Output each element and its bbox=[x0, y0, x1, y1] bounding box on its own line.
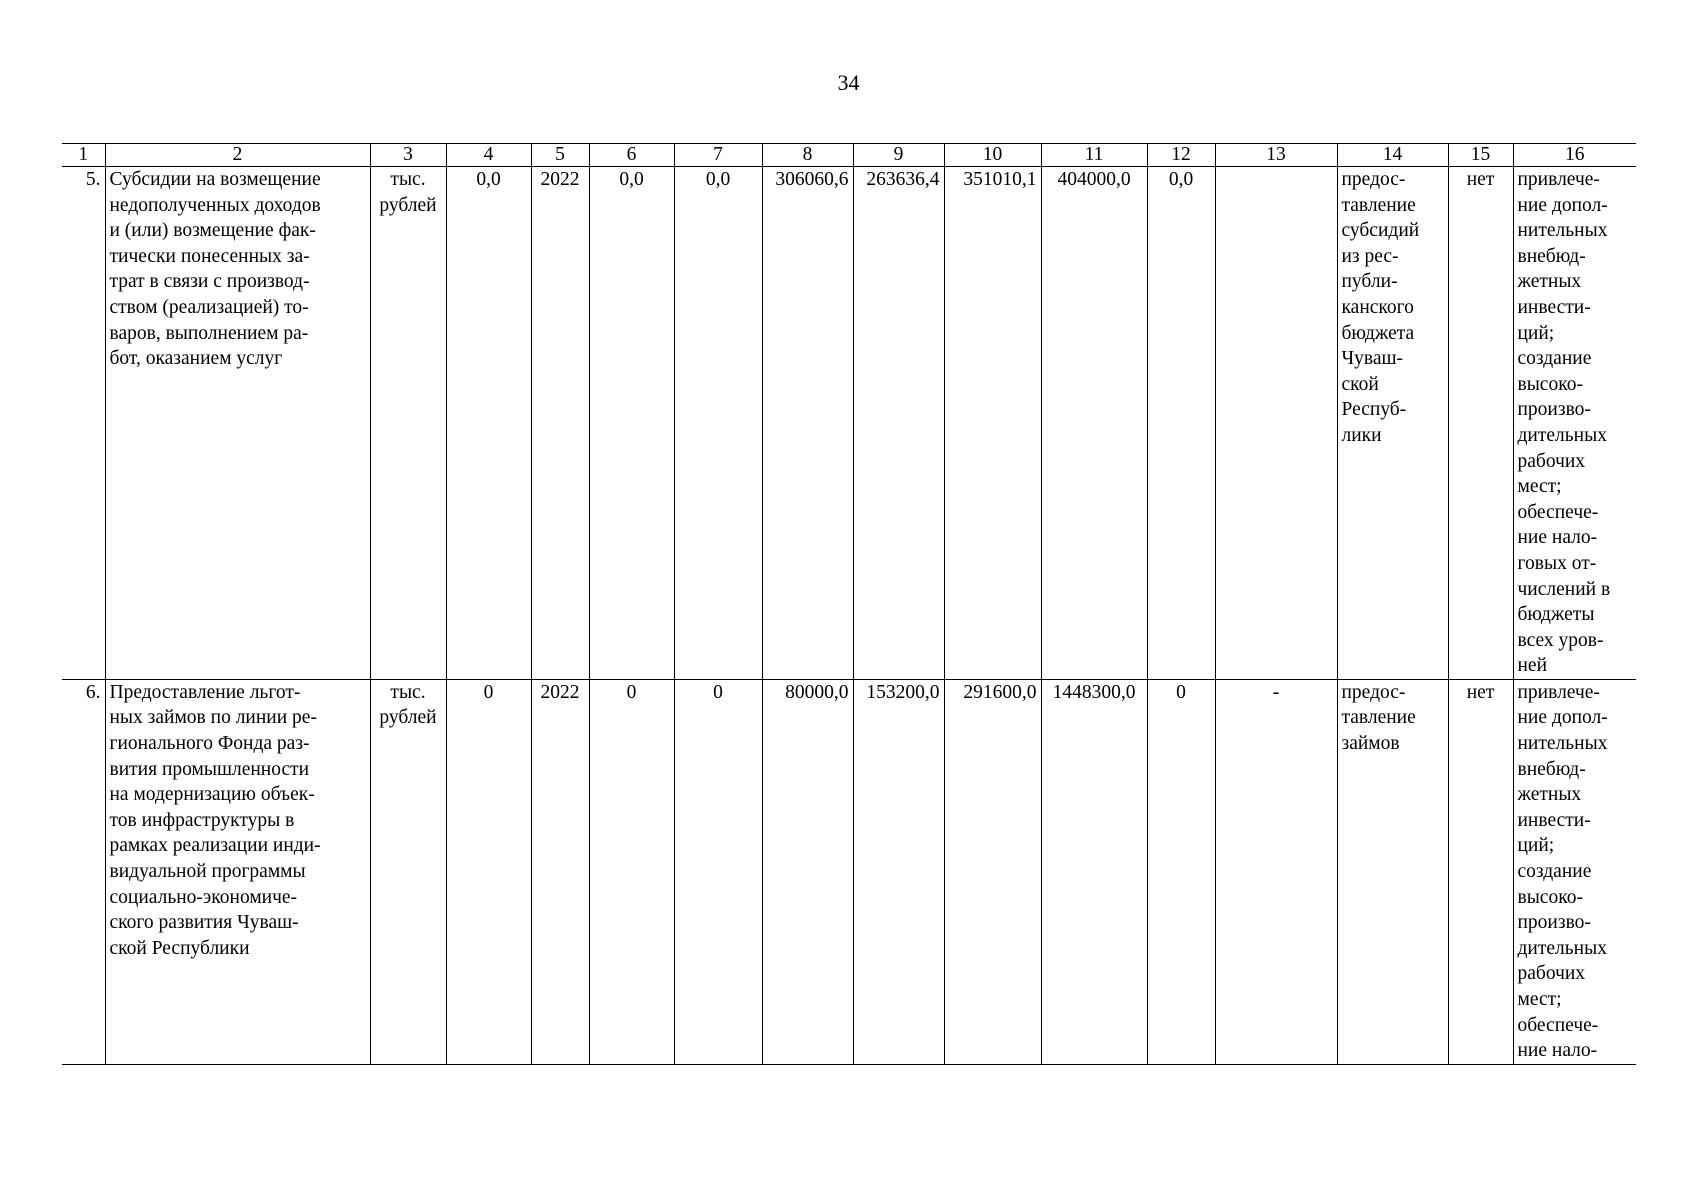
column-number: 6 bbox=[589, 144, 674, 167]
year-cell: 2022 bbox=[531, 679, 589, 1064]
row-number: 6. bbox=[62, 679, 105, 1064]
column-number: 5 bbox=[531, 144, 589, 167]
column-number: 4 bbox=[446, 144, 531, 167]
column-number: 9 bbox=[853, 144, 944, 167]
table-row bbox=[62, 167, 1636, 680]
value-cell: 0 bbox=[446, 679, 531, 1064]
column-number: 8 bbox=[762, 144, 853, 167]
value-cell: 404000,0 bbox=[1041, 167, 1147, 680]
column-number: 15 bbox=[1448, 144, 1513, 167]
value-cell: 0,0 bbox=[589, 167, 674, 680]
value-cell: 351010,1 bbox=[944, 167, 1041, 680]
value-cell: 306060,6 bbox=[762, 167, 853, 680]
value-cell: 263636,4 bbox=[853, 167, 944, 680]
column-number: 12 bbox=[1147, 144, 1215, 167]
column-number: 11 bbox=[1041, 144, 1147, 167]
value-cell: 0,0 bbox=[674, 167, 762, 680]
value-cell: 0 bbox=[1147, 679, 1215, 1064]
page-number: 34 bbox=[837, 70, 860, 95]
column-number-row bbox=[62, 144, 1636, 167]
unit-cell: тыс. рублей bbox=[370, 167, 446, 680]
mechanism-cell: предос- тавление субсидий из рес- публи- канского бюджета Чуваш- ской Респуб- лики bbox=[1337, 167, 1448, 680]
year-cell: 2022 bbox=[531, 167, 589, 680]
mechanism-cell: предос- тавление займов bbox=[1337, 679, 1448, 1064]
column-number: 16 bbox=[1513, 144, 1636, 167]
unit-cell: тыс. рублей bbox=[370, 679, 446, 1064]
effect-cell: привлече- ние допол- нительных внебюд- жетных инвести- ций; создание высоко- произво- дительных рабочих мест; обеспече- ние нало- говых от- числений в бюджеты всех уров- ней bbox=[1513, 167, 1636, 680]
table-row bbox=[62, 679, 1636, 1064]
data-table bbox=[62, 143, 1636, 1065]
value-cell: 0 bbox=[674, 679, 762, 1064]
row-number: 5. bbox=[62, 167, 105, 680]
column-number: 1 bbox=[62, 144, 105, 167]
value-cell: - bbox=[1215, 679, 1337, 1064]
value-cell: 80000,0 bbox=[762, 679, 853, 1064]
value-cell: нет bbox=[1448, 679, 1513, 1064]
value-cell: 0,0 bbox=[1147, 167, 1215, 680]
value-cell: 0 bbox=[589, 679, 674, 1064]
column-number: 7 bbox=[674, 144, 762, 167]
column-number: 13 bbox=[1215, 144, 1337, 167]
column-number: 2 bbox=[105, 144, 370, 167]
column-number: 10 bbox=[944, 144, 1041, 167]
measure-name: Предоставление льгот- ных займов по линии ре- гионального Фонда раз- вития промышленности на модернизацию объек- тов инфраструктуры в рамках реализации инди- видуальной программы социально-экономиче- ского развития Чуваш- ской Республики bbox=[105, 679, 370, 1064]
measure-name: Субсидии на возмещение недополученных доходов и (или) возмещение фак- тически понесенных за- трат в связи с производ- ством (реализацией) то- варов, выполнением ра- бот, оказанием услуг bbox=[105, 167, 370, 680]
column-number: 14 bbox=[1337, 144, 1448, 167]
value-cell: 1448300,0 bbox=[1041, 679, 1147, 1064]
effect-cell: привлече- ние допол- нительных внебюд- жетных инвести- ций; создание высоко- произво- дительных рабочих мест; обеспече- ние нало- bbox=[1513, 679, 1636, 1064]
value-cell bbox=[1215, 167, 1337, 680]
value-cell: 291600,0 bbox=[944, 679, 1041, 1064]
value-cell: нет bbox=[1448, 167, 1513, 680]
value-cell: 0,0 bbox=[446, 167, 531, 680]
column-number: 3 bbox=[370, 144, 446, 167]
value-cell: 153200,0 bbox=[853, 679, 944, 1064]
